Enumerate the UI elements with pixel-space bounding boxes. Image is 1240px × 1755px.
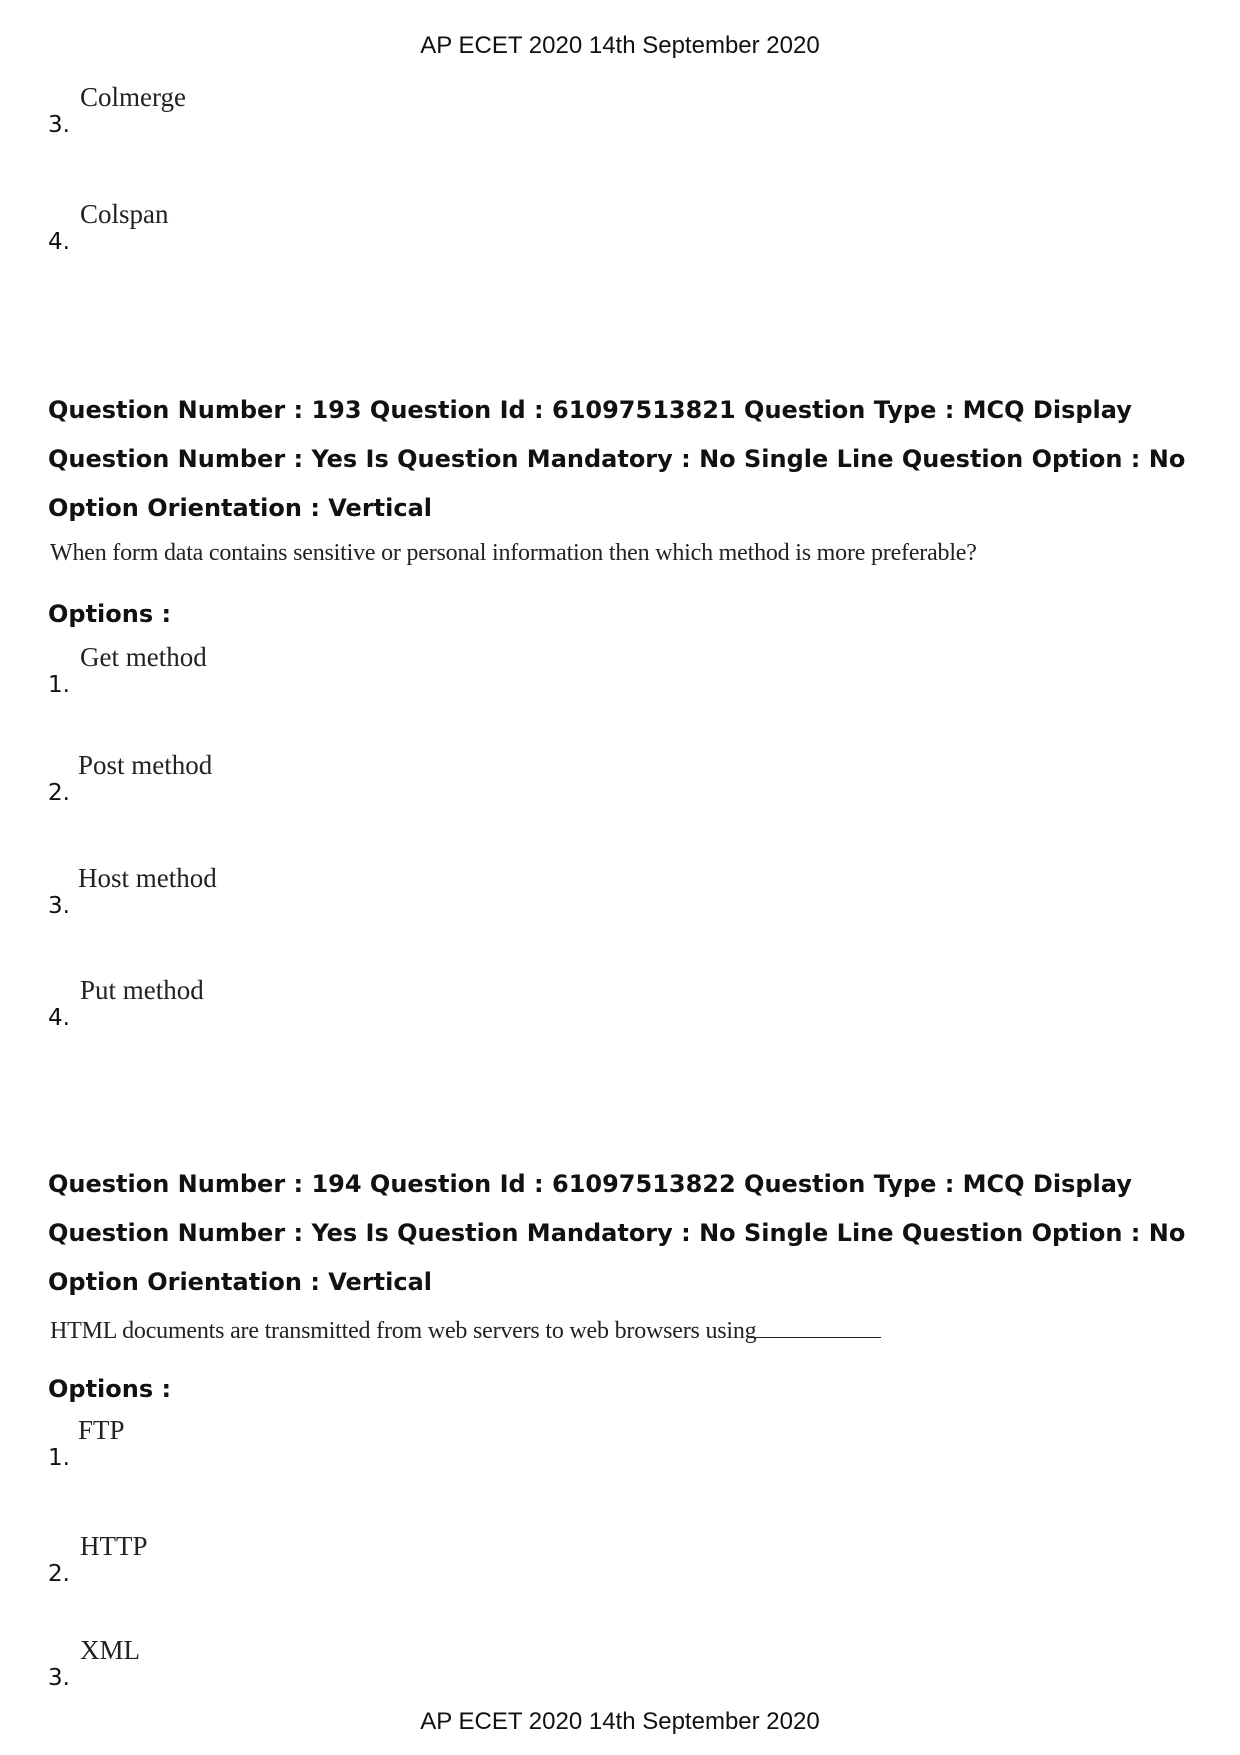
option-text: Post method	[78, 750, 213, 780]
option-number: 2.	[48, 1561, 70, 1587]
option-item	[48, 750, 648, 810]
option-item	[48, 1635, 648, 1695]
option-number: 4.	[48, 229, 70, 255]
option-text: Colspan	[80, 199, 169, 229]
page-footer: AP ECET 2020 14th September 2020	[420, 1708, 820, 1735]
option-text: XML	[80, 1635, 140, 1665]
option-item	[48, 82, 648, 142]
option-number: 1.	[48, 672, 70, 698]
option-number: 2.	[48, 780, 70, 806]
option-number: 3.	[48, 1665, 70, 1691]
option-text: Get method	[80, 642, 207, 672]
options-label: Options :	[48, 1375, 172, 1403]
question-meta: Question Number : 194 Question Id : 61097513822 Question Type : MCQ Display Question Number : Yes Is Question Mandatory : No Single Line Question Option : No Option Orientation : Vertical	[48, 1170, 1186, 1296]
option-number: 1.	[48, 1445, 70, 1471]
option-text: Put method	[80, 975, 204, 1005]
option-number: 3.	[48, 112, 70, 138]
option-item	[48, 863, 648, 923]
option-item	[48, 199, 648, 259]
option-number: 4.	[48, 1005, 70, 1031]
option-text: FTP	[78, 1415, 125, 1445]
option-item	[48, 975, 648, 1035]
question-text-content: HTML documents are transmitted from web servers to web browsers using	[50, 1318, 757, 1344]
question-text: When form data contains sensitive or personal information then which method is more preferable?	[50, 540, 977, 566]
page-header: AP ECET 2020 14th September 2020	[420, 32, 820, 59]
option-item	[48, 642, 648, 702]
option-item	[48, 1531, 648, 1591]
question-text	[50, 1318, 1150, 1345]
option-text: HTTP	[80, 1531, 148, 1561]
option-item	[48, 1415, 648, 1475]
options-label: Options :	[48, 600, 172, 628]
question-meta: Question Number : 193 Question Id : 61097513821 Question Type : MCQ Display Question Number : Yes Is Question Mandatory : No Single Line Question Option : No Option Orientation : Vertical	[48, 396, 1186, 522]
answer-blank	[756, 1319, 881, 1338]
option-text: Host method	[78, 863, 217, 893]
option-text: Colmerge	[80, 82, 186, 112]
option-number: 3.	[48, 893, 70, 919]
